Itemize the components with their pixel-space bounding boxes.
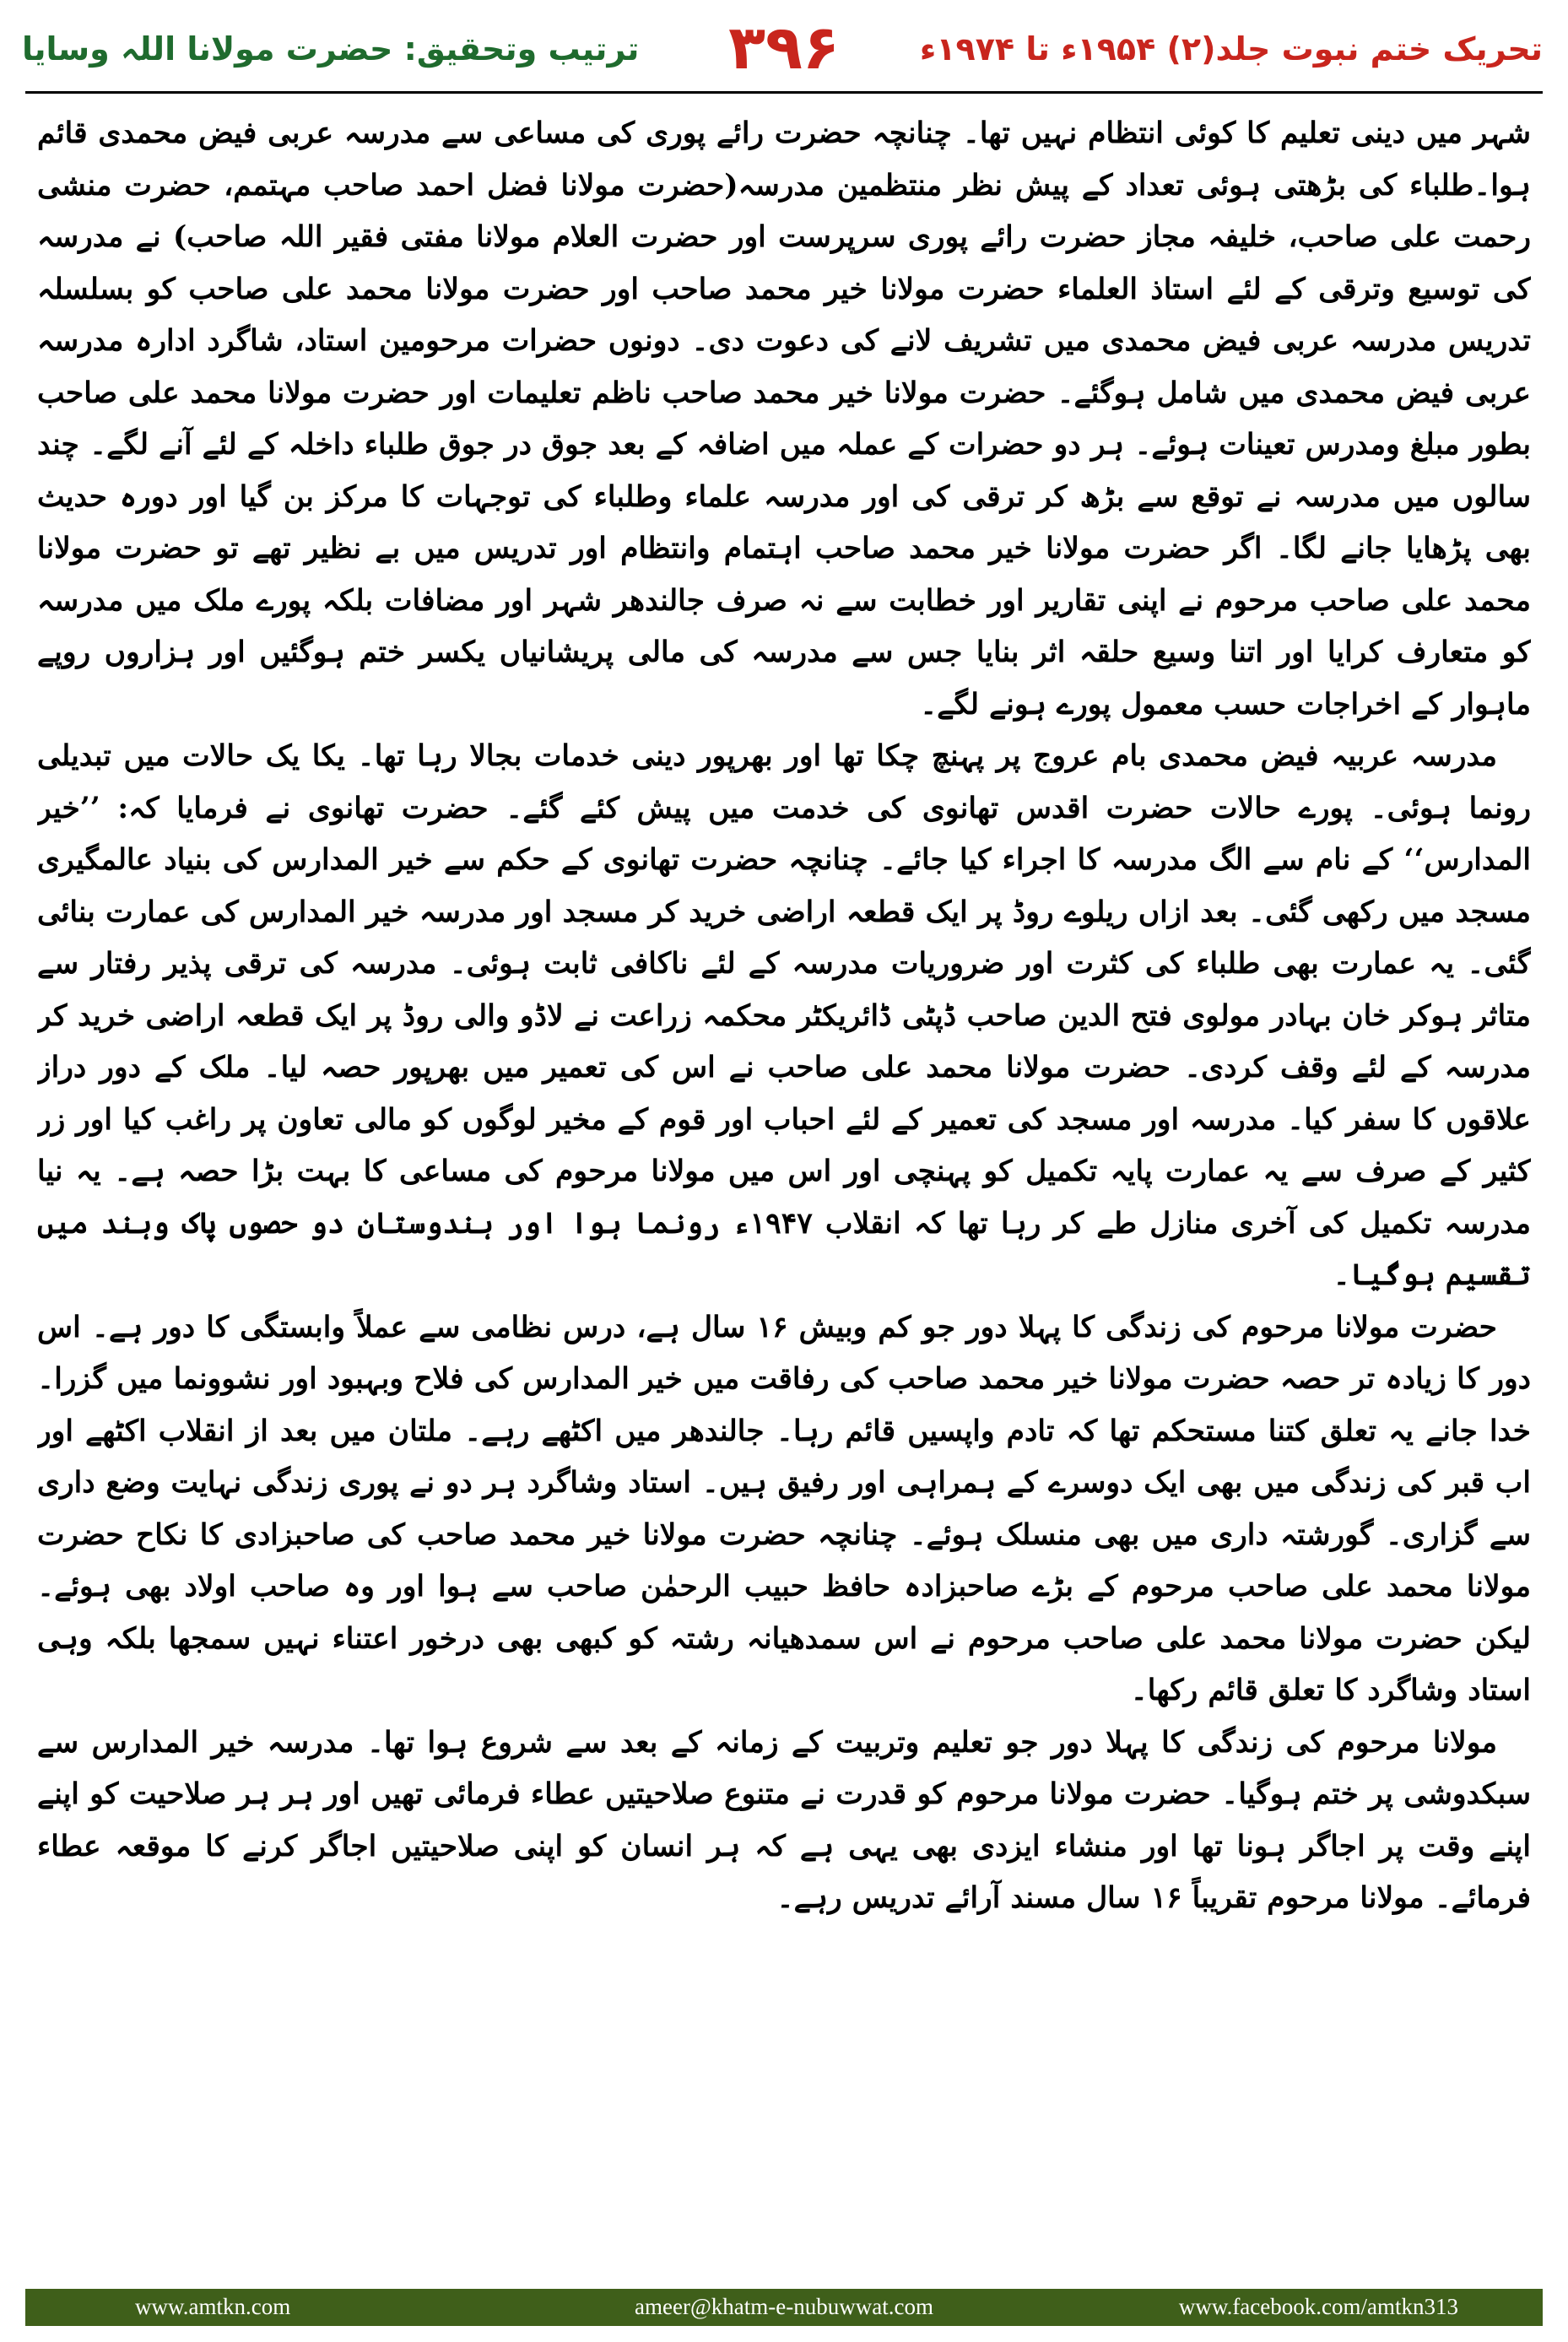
compiler-credit: ترتیب وتحقیق: حضرت مولانا اللہ وسایا xyxy=(22,30,640,68)
header-divider xyxy=(25,91,1543,94)
paragraph: مدرسہ عربیہ فیض محمدی بام عروج پر پہنچ چکا تھا اور بھرپور دینی خدمات بجالا رہا تھا۔ یکا یک حالات میں تبدیلی رونما ہوئی۔ پورے حالات حضرت اقدس تھانوی کی خدمت میں پیش کئے گئے۔ حضرت تھانوی نے فرمایا کہ: ’’خیر المدارس‘‘ کے نام سے الگ مدرسہ کا اجراء کیا جائے۔ چنانچہ حضرت تھانوی کے حکم سے خیر المدارس کی بنیاد عالمگیری مسجد میں رکھی گئی۔ بعد ازاں ریلوے روڈ پر ایک قطعہ اراضی خرید کر مسجد اور مدرسہ خیر المدارس کی عمارت بنائی گئی۔ یہ عمارت بھی طلباء کی کثرت اور ضروریات مدرسہ کے لئے ناکافی ثابت ہوئی۔ مدرسہ کی ترقی پذیر رفتار سے متاثر ہوکر خان بہادر مولوی فتح الدین صاحب ڈپٹی ڈائریکٹر محکمہ زراعت نے لاڈو والی روڈ پر ایک قطعہ اراضی خرید کر مدرسہ کے لئے وقف کردی۔ حضرت مولانا محمد علی صاحب نے اس کی تعمیر میں بھرپور حصہ لیا۔ ملک کے دور دراز علاقوں کا سفر کیا۔ مدرسہ اور مسجد کی تعمیر کے لئے احباب اور قوم کے مخیر لوگوں کو مالی تعاون پر راغب کیا اور زر کثیر کے صرف سے یہ عمارت پایہ تکمیل کو پہنچی اور اس میں مولانا مرحوم کی مساعی کا بہت بڑا حصہ ہے۔ یہ نیا مدرسہ تکمیل کی آخری منازل طے کر رہا تھا کہ انقلاب ۱۹۴۷ء رونما ہوا اور ہندوستان دو حصوں پاک وہند میں تقسیم ہوگیا۔ xyxy=(37,739,1531,1292)
page-footer xyxy=(25,2289,1543,2326)
page-number: ۳۹۶ xyxy=(728,12,840,83)
facebook-link[interactable]: www.facebook.com/amtkn313 xyxy=(1178,2294,1458,2319)
website-link[interactable]: www.amtkn.com xyxy=(135,2294,291,2319)
book-title: تحریک ختم نبوت جلد(۲) ۱۹۵۴ء تا ۱۹۷۴ء xyxy=(919,30,1543,68)
paragraph: مولانا مرحوم کی زندگی کا پہلا دور جو تعلیم وتربیت کے زمانہ کے بعد سے شروع ہوا تھا۔ مدرسہ خیر المدارس سے سبکدوشی پر ختم ہوگیا۔ حضرت مولانا مرحوم کو قدرت نے متنوع صلاحیتیں عطاء فرمائی تھیں اور ہر ہر صلاحیت کو اپنے اپنے وقت پر اجاگر ہونا تھا اور منشاء ایزدی بھی یہی ہے کہ ہر انسان کو اپنی صلاحیتیں اجاگر کرنے کا موقعہ عطاء فرمائے۔ مولانا مرحوم تقریباً ۱۶ سال مسند آرائے تدریس رہے۔ xyxy=(37,1725,1531,1915)
page-body xyxy=(37,108,1531,2269)
paragraph: شہر میں دینی تعلیم کا کوئی انتظام نہیں تھا۔ چنانچہ حضرت رائے پوری کی مساعی سے مدرسہ عربی فیض محمدی قائم ہوا۔طلباء کی بڑھتی ہوئی تعداد کے پیش نظر منتظمین مدرسہ(حضرت مولانا فضل احمد صاحب مہتمم، حضرت منشی رحمت علی صاحب، خلیفہ مجاز حضرت رائے پوری سرپرست اور حضرت العلام مولانا مفتی فقیر اللہ صاحب) نے مدرسہ کی توسیع وترقی کے لئے استاذ العلماء حضرت مولانا خیر محمد صاحب اور حضرت مولانا محمد علی صاحب کو بسلسلہ تدریس مدرسہ عربی فیض محمدی میں تشریف لانے کی دعوت دی۔ دونوں حضرات مرحومین استاد، شاگرد ادارہ مدرسہ عربی فیض محمدی میں شامل ہوگئے۔ حضرت مولانا خیر محمد صاحب ناظم تعلیمات اور حضرت مولانا محمد علی صاحب بطور مبلغ ومدرس تعینات ہوئے۔ ہر دو حضرات کے عملہ میں اضافہ کے بعد جوق در جوق طلباء داخلہ کے لئے آنے لگے۔ چند سالوں میں مدرسہ نے توقع سے بڑھ کر ترقی کی اور مدرسہ علماء وطلباء کی توجہات کا مرکز بن گیا اور دورہ حدیث بھی پڑھایا جانے لگا۔ اگر حضرت مولانا خیر محمد صاحب اہتمام وانتظام اور تدریس میں بے نظیر تھے تو حضرت مولانا محمد علی صاحب مرحوم نے اپنی تقاریر اور خطابت سے نہ صرف جالندھر شہر اور مضافات بلکہ پورے ملک میں مدرسہ کو متعارف کرایا اور اتنا وسیع حلقہ اثر بنایا جس سے مدرسہ کی مالی پریشانیاں یکسر ختم ہوگئیں اور ہزاروں روپے ماہوار کے اخراجات حسب معمول پورے ہونے لگے۔ xyxy=(37,116,1531,722)
email-link[interactable]: ameer@khatm-e-nubuwwat.com xyxy=(635,2294,933,2319)
page-header xyxy=(0,0,1568,93)
paragraph: حضرت مولانا مرحوم کی زندگی کا پہلا دور جو کم وبیش ۱۶ سال ہے، درس نظامی سے عملاً وابستگی کا دور ہے۔ اس دور کا زیادہ تر حصہ حضرت مولانا خیر محمد صاحب کی رفاقت میں خیر المدارس کی فلاح وبہبود اور نشوونما میں گزرا۔ خدا جانے یہ تعلق کتنا مستحکم تھا کہ تادم واپسیں قائم رہا۔ جالندھر میں اکٹھے رہے۔ ملتان میں بعد از انقلاب اکٹھے اور اب قبر کی زندگی میں بھی ایک دوسرے کے ہمراہی اور رفیق ہیں۔ استاد وشاگرد ہر دو نے پوری زندگی نہایت وضع داری سے گزاری۔ گورشتہ داری میں بھی منسلک ہوئے۔ چنانچہ حضرت مولانا خیر محمد صاحب کی صاحبزادی کا نکاح حضرت مولانا محمد علی صاحب مرحوم کے بڑے صاحبزادہ حافظ حبیب الرحمٰن صاحب سے ہوا اور وہ صاحب اولاد بھی ہوئے۔ لیکن حضرت مولانا محمد علی صاحب مرحوم نے اس سمدھیانہ رشتہ کو کبھی بھی درخور اعتناء نہیں سمجھا بلکہ وہی استاد وشاگرد کا تعلق قائم رکھا۔ xyxy=(37,1310,1531,1707)
